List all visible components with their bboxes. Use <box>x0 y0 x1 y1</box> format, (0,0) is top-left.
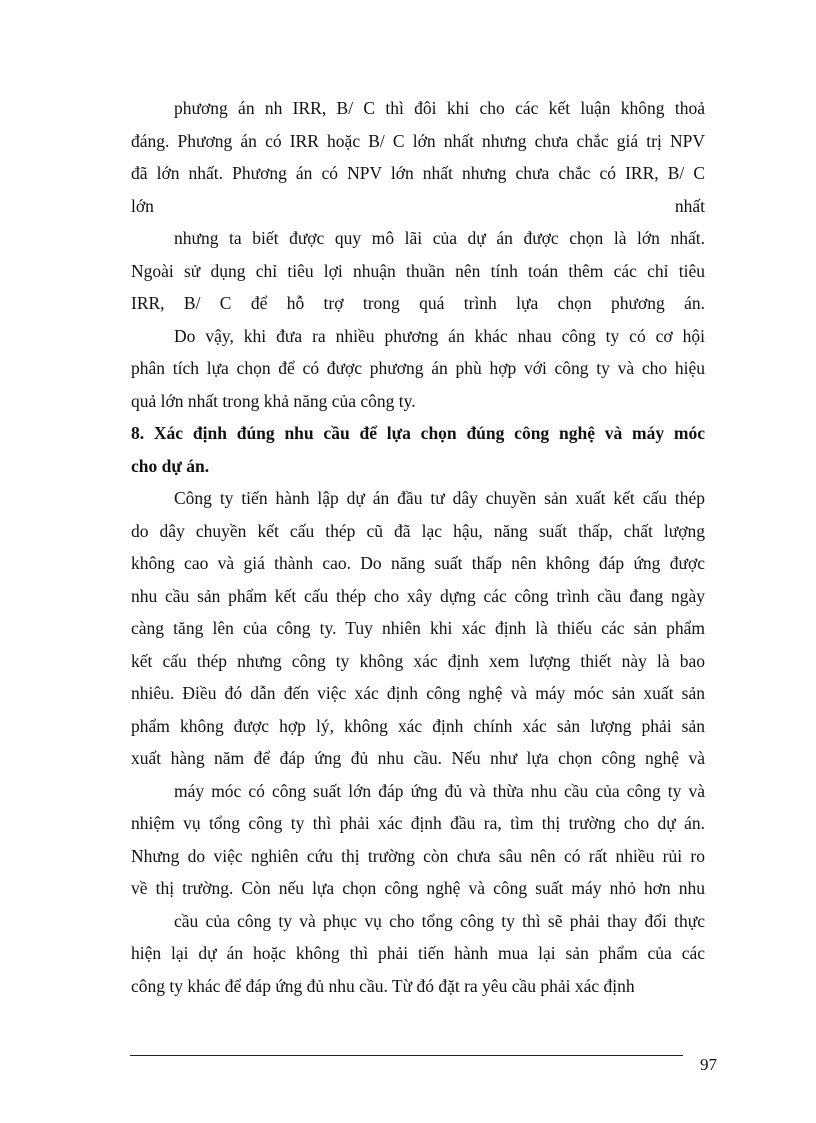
text-line: hiện lại dự án hoặc không thì phải tiến hành mua lại sản phẩm của các <box>131 943 705 963</box>
text-line: Do vậy, khi đưa ra nhiều phương án khác nhau công ty có cơ hội <box>174 325 705 346</box>
text-line: máy móc có công suất lớn đáp ứng đủ và thừa nhu cầu của công ty và <box>174 780 705 801</box>
text-line: nhiêu. Điều đó dẫn đến việc xác định công nghệ và máy móc sản xuất sản <box>131 683 705 703</box>
text-line: nhiệm vụ tổng công ty thì phải xác định đầu ra, tìm thị trường cho dự án. <box>131 813 705 833</box>
text-line: đã lớn nhất. Phương án có NPV lớn nhất nhưng chưa chắc có IRR, B/ C <box>131 163 705 183</box>
text-line: IRR, B/ C để hỗ trợ trong quá trình lựa chọn phương án. <box>131 293 705 313</box>
text-line: càng tăng lên của công ty. Tuy nhiên khi xác định là thiếu các sản phẩm <box>131 618 705 638</box>
text-line: phương án nh IRR, B/ C thì đôi khi cho các kết luận không thoả <box>174 98 705 118</box>
text-fragment: lớn <box>131 195 154 216</box>
text-line: đáng. Phương án có IRR hoặc B/ C lớn nhất nhưng chưa chắc giá trị NPV <box>131 130 705 151</box>
text-fragment: nhất <box>674 195 705 216</box>
section-heading: cho dự án. <box>131 455 210 476</box>
text-line: phẩm không được hợp lý, không xác định chính xác sản lượng phải sản <box>131 715 705 736</box>
text-line: cầu của công ty và phục vụ cho tổng công ty thì sẽ phải thay đổi thực <box>174 910 705 931</box>
text-line: Công ty tiến hành lập dự án đầu tư dây chuyền sản xuất kết cấu thép <box>174 488 705 508</box>
text-line: kết cấu thép nhưng công ty không xác định xem lượng thiết này là bao <box>131 650 705 671</box>
page-number: 97 <box>700 1055 717 1074</box>
text-line: công ty khác để đáp ứng đủ nhu cầu. Từ đó đặt ra yêu cầu phải xác định <box>131 975 635 996</box>
text-line: phân tích lựa chọn để có được phương án phù hợp với công ty và cho hiệu <box>131 358 705 378</box>
text-line: Nhưng do việc nghiên cứu thị trường còn chưa sâu nên có rất nhiều rủi ro <box>131 845 705 866</box>
text-line: không cao và giá thành cao. Do năng suất thấp nên không đáp ứng được <box>131 553 705 573</box>
text-line <box>131 190 705 223</box>
footer-divider <box>130 1055 683 1056</box>
text-line: nhưng ta biết được quy mô lãi của dự án được chọn là lớn nhất. <box>174 228 705 248</box>
document-body <box>131 92 705 1002</box>
text-line: do dây chuyền kết cấu thép cũ đã lạc hậu, năng suất thấp, chất lượng <box>131 520 705 541</box>
text-line: xuất hàng năm để đáp ứng đủ nhu cầu. Nếu như lựa chọn công nghệ và <box>131 748 705 768</box>
text-line: về thị trường. Còn nếu lựa chọn công nghệ và công suất máy nhỏ hơn nhu <box>131 878 705 898</box>
section-heading: 8. Xác định đúng nhu cầu để lựa chọn đúng công nghệ và máy móc <box>131 423 705 443</box>
text-line: quả lớn nhất trong khả năng của công ty. <box>131 390 416 411</box>
text-line: nhu cầu sản phẩm kết cấu thép cho xây dựng các công trình cầu đang ngày <box>131 585 705 606</box>
text-line: Ngoài sử dụng chỉ tiêu lợi nhuận thuần nên tính toán thêm các chỉ tiêu <box>131 260 705 281</box>
